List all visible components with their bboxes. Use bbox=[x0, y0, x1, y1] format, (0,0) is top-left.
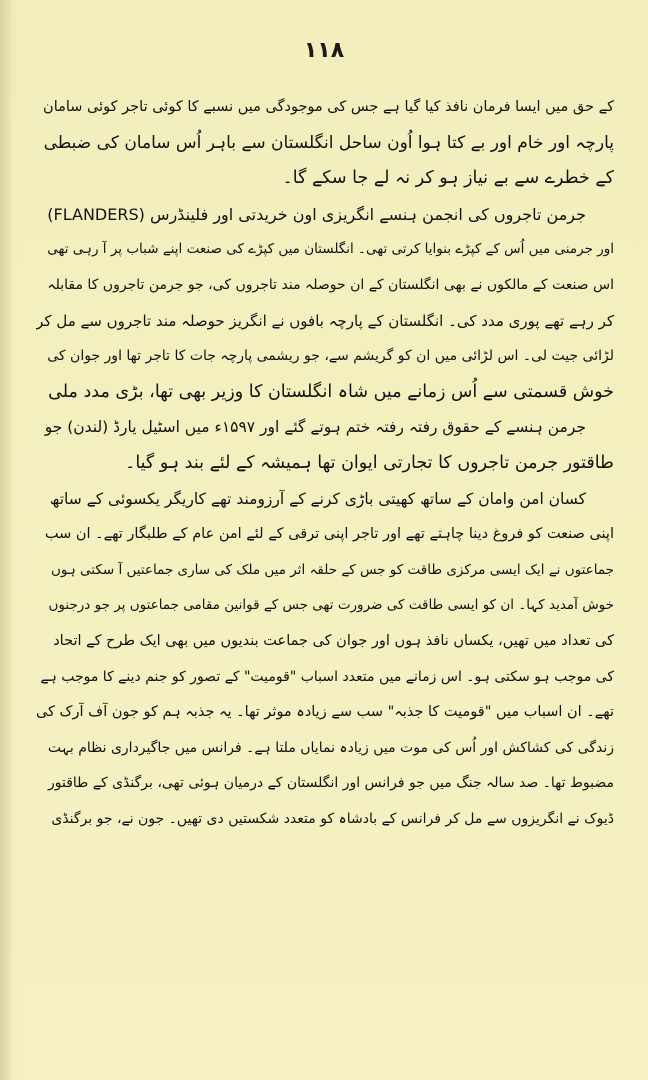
text-line: جرمن ہنسے کے حقوق رفتہ رفتہ ختم ہوتے گئے اور ۱۵۹۷ء میں اسٹیل یارڈ (لندن) جو bbox=[44, 418, 586, 437]
text-line: خوش آمدید کہا۔ ان کو ایسی طاقت کی ضرورت تھی جس کے قوانین مقامی جماعتوں پر جو درجنوں bbox=[48, 597, 614, 614]
text-line: اپنی صنعت کو فروغ دینا چاہتے تھے اور تاجر اپنی ترقی کے لئے امن عام کے طلبگار تھے۔ ان سب bbox=[44, 526, 614, 543]
urdu-text-body bbox=[36, 90, 614, 837]
page-spine-shadow bbox=[0, 0, 12, 1080]
text-line: تھے۔ ان اسباب میں "قومیت کا جذبہ" سب سے زیادہ موثر تھا۔ یہ جذبہ ہم کو جون آف آرک کی bbox=[36, 704, 614, 721]
text-line: جرمن تاجروں کی انجمن ہنسے انگریزی اون خریدتی اور فلینڈرس (FLANDERS) bbox=[47, 204, 586, 224]
text-line: طاقتور جرمن تاجروں کا تجارتی ایوان تھا ہمیشہ کے لئے بند ہو گیا۔ bbox=[125, 452, 614, 473]
text-line: کے خطرے سے بے نیاز ہو کر نہ لے جا سکے گا۔ bbox=[282, 168, 614, 189]
text-line: زندگی کی کشاکش اور اُس کی موت میں زیادہ نمایاں ملتا ہے۔ فرانس میں جاگیرداری نظام بہت bbox=[47, 739, 614, 756]
text-line: کی موجب ہو سکتی ہو۔ اس زمانے میں متعدد اسباب "قومیت" کے تصور کو جنم دینے کا موجب ہے bbox=[40, 668, 614, 685]
text-line: جماعتوں نے ایک ایسی مرکزی طاقت کو جس کے حلقہ اثر میں ملک کی ساری جماعتیں آ سکتی ہوں bbox=[50, 561, 614, 578]
text-line: مضبوط تھا۔ صد سالہ جنگ میں جو فرانس اور انگلستان کے درمیان ہوئی تھی، برگنڈی کے طاقتور bbox=[48, 775, 614, 792]
text-line: خوش قسمتی سے اُس زمانے میں شاہ انگلستان کا وزیر بھی تھا، بڑی مدد ملی bbox=[48, 381, 614, 402]
text-line: ڈیوک نے انگریزوں سے مل کر فرانس کے بادشاہ کو متعدد شکستیں دی تھیں۔ جون نے، جو برگنڈی bbox=[51, 810, 614, 827]
text-line: کی تعداد میں تھیں، یکساں نافذ ہوں اور جوان کی جماعت بندیوں میں بھی ایک طرح کے اتحاد bbox=[53, 632, 614, 649]
page-number: ۱۱۸ bbox=[303, 38, 345, 63]
text-line: کسان امن وامان کے ساتھ کھیتی باڑی کرنے کے آرزومند تھے کاریگر یکسوئی کے ساتھ bbox=[49, 489, 586, 508]
text-line: اور جرمنی میں اُس کے کپڑے بنوایا کرتی تھی۔ انگلستان میں کپڑے کی صنعت اپنے شباب پر آ رہی تھی bbox=[47, 241, 614, 258]
text-line: کے حق میں ایسا فرمان نافذ کیا گیا ہے جس کی موجودگی میں نسبے کا کوئی تاجر کوئی سامان bbox=[43, 99, 614, 115]
text-line: پارچہ اور خام اور بے کتا ہوا اُون ساحل انگلستان سے باہر اُس سامان کی ضبطی bbox=[43, 132, 614, 153]
text-line: اس صنعت کے مالکوں نے بھی انگلستان کے ان حوصلہ مند تاجروں کی، جو جرمن تاجروں کا مقابلہ bbox=[47, 276, 614, 293]
text-line: کر رہے تھے پوری مدد کی۔ انگلستان کے پارچہ بافوں نے انگریز حوصلہ مند تاجروں سے مل کر bbox=[36, 311, 614, 330]
text-line: لڑائی جیت لی۔ اس لڑائی میں ان کو گریشم سے، جو ریشمی پارچہ جات کا تاجر تھا اور جوان کی bbox=[47, 348, 614, 365]
